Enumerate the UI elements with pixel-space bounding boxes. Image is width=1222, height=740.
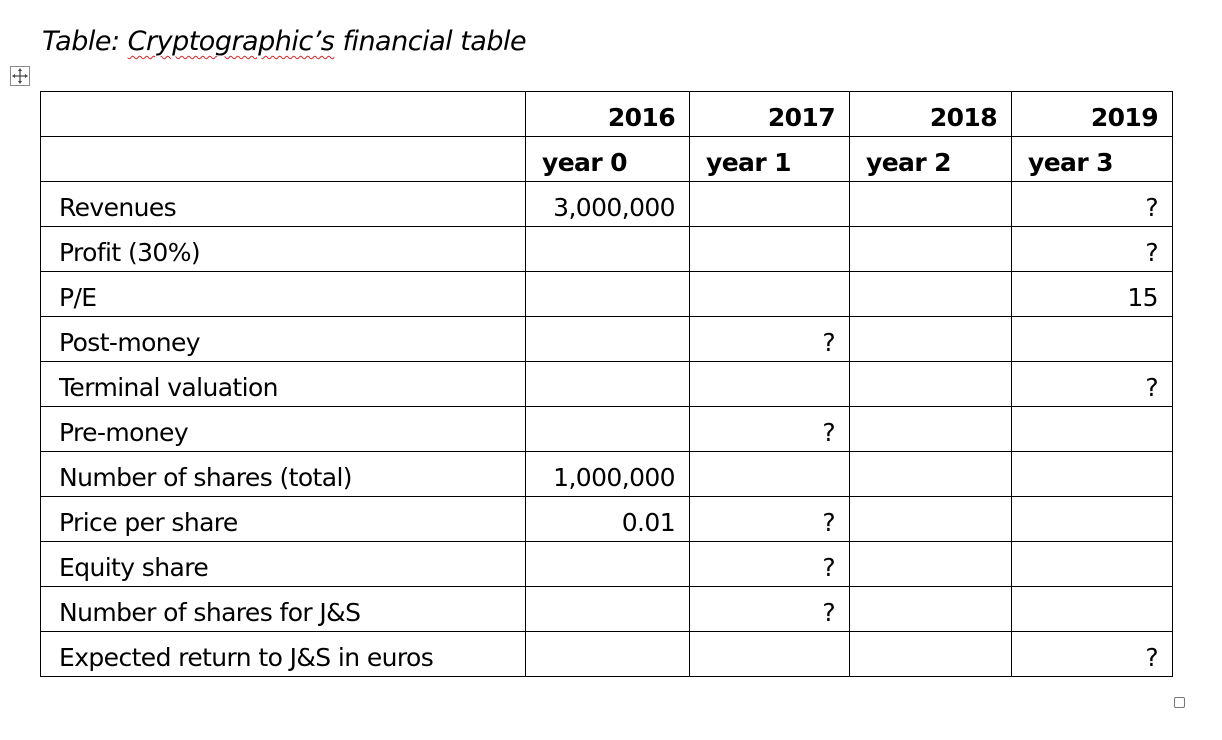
year-label-cell[interactable]: year 2	[850, 137, 1012, 182]
year-cell[interactable]: 2017	[690, 92, 850, 137]
year-label-cell[interactable]: year 1	[690, 137, 850, 182]
value-cell[interactable]	[850, 182, 1012, 227]
value-cell[interactable]	[526, 407, 690, 452]
value-cell[interactable]	[526, 587, 690, 632]
value-cell[interactable]	[850, 362, 1012, 407]
caption-spellcheck-word[interactable]: Cryptographic’s	[127, 26, 335, 57]
table-row	[41, 587, 1173, 632]
value-cell[interactable]	[850, 587, 1012, 632]
table-row	[41, 497, 1173, 542]
row-label-cell[interactable]: Profit (30%)	[41, 227, 526, 272]
row-label-cell[interactable]: Pre-money	[41, 407, 526, 452]
year-cell[interactable]: 2019	[1012, 92, 1173, 137]
table-row	[41, 362, 1173, 407]
value-cell[interactable]: ?	[690, 542, 850, 587]
value-cell[interactable]	[1012, 542, 1173, 587]
table-row	[41, 317, 1173, 362]
value-cell[interactable]	[850, 272, 1012, 317]
value-cell[interactable]	[1012, 317, 1173, 362]
row-label-cell[interactable]: Price per share	[41, 497, 526, 542]
value-cell[interactable]: ?	[690, 407, 850, 452]
table-row	[41, 632, 1173, 677]
row-label-cell[interactable]: Terminal valuation	[41, 362, 526, 407]
year-header-row	[41, 92, 1173, 137]
header-blank-cell[interactable]	[41, 92, 526, 137]
value-cell[interactable]: ?	[1012, 362, 1173, 407]
table-resize-handle[interactable]	[1174, 697, 1185, 708]
value-cell[interactable]: 1,000,000	[526, 452, 690, 497]
value-cell[interactable]	[526, 632, 690, 677]
table-row	[41, 272, 1173, 317]
value-cell[interactable]	[526, 227, 690, 272]
year-label-cell[interactable]: year 0	[526, 137, 690, 182]
value-cell[interactable]: 0.01	[526, 497, 690, 542]
value-cell[interactable]: ?	[1012, 182, 1173, 227]
value-cell[interactable]	[690, 227, 850, 272]
value-cell[interactable]: 15	[1012, 272, 1173, 317]
value-cell[interactable]	[526, 542, 690, 587]
value-cell[interactable]	[1012, 452, 1173, 497]
year-cell[interactable]: 2016	[526, 92, 690, 137]
value-cell[interactable]	[1012, 407, 1173, 452]
value-cell[interactable]	[850, 407, 1012, 452]
value-cell[interactable]	[526, 362, 690, 407]
value-cell[interactable]	[850, 497, 1012, 542]
value-cell[interactable]	[690, 632, 850, 677]
financial-table	[40, 91, 1173, 677]
caption-prefix: Table:	[42, 26, 128, 57]
value-cell[interactable]	[850, 227, 1012, 272]
row-label-cell[interactable]: Number of shares (total)	[41, 452, 526, 497]
year-label-cell[interactable]: year 3	[1012, 137, 1173, 182]
value-cell[interactable]	[850, 542, 1012, 587]
value-cell[interactable]	[1012, 587, 1173, 632]
value-cell[interactable]: 3,000,000	[526, 182, 690, 227]
value-cell[interactable]: ?	[690, 317, 850, 362]
value-cell[interactable]: ?	[1012, 227, 1173, 272]
row-label-cell[interactable]: Equity share	[41, 542, 526, 587]
row-label-cell[interactable]: Expected return to J&S in euros	[41, 632, 526, 677]
value-cell[interactable]	[690, 182, 850, 227]
value-cell[interactable]: ?	[690, 587, 850, 632]
value-cell[interactable]	[690, 452, 850, 497]
value-cell[interactable]	[526, 272, 690, 317]
caption-suffix: financial table	[334, 26, 527, 57]
value-cell[interactable]	[526, 317, 690, 362]
value-cell[interactable]	[1012, 497, 1173, 542]
value-cell[interactable]	[850, 452, 1012, 497]
value-cell[interactable]	[690, 362, 850, 407]
table-row	[41, 182, 1173, 227]
row-label-cell[interactable]: Number of shares for J&S	[41, 587, 526, 632]
value-cell[interactable]	[850, 317, 1012, 362]
table-row	[41, 227, 1173, 272]
table-caption	[42, 26, 526, 57]
table-row	[41, 542, 1173, 587]
table-row	[41, 452, 1173, 497]
value-cell[interactable]: ?	[1012, 632, 1173, 677]
table-row	[41, 407, 1173, 452]
year-cell[interactable]: 2018	[850, 92, 1012, 137]
row-label-cell[interactable]: Revenues	[41, 182, 526, 227]
row-label-cell[interactable]: P/E	[41, 272, 526, 317]
year-label-row	[41, 137, 1173, 182]
value-cell[interactable]	[850, 632, 1012, 677]
row-label-cell[interactable]: Post-money	[41, 317, 526, 362]
value-cell[interactable]: ?	[690, 497, 850, 542]
table-move-handle-icon[interactable]	[10, 66, 30, 86]
header-blank-cell[interactable]	[41, 137, 526, 182]
value-cell[interactable]	[690, 272, 850, 317]
